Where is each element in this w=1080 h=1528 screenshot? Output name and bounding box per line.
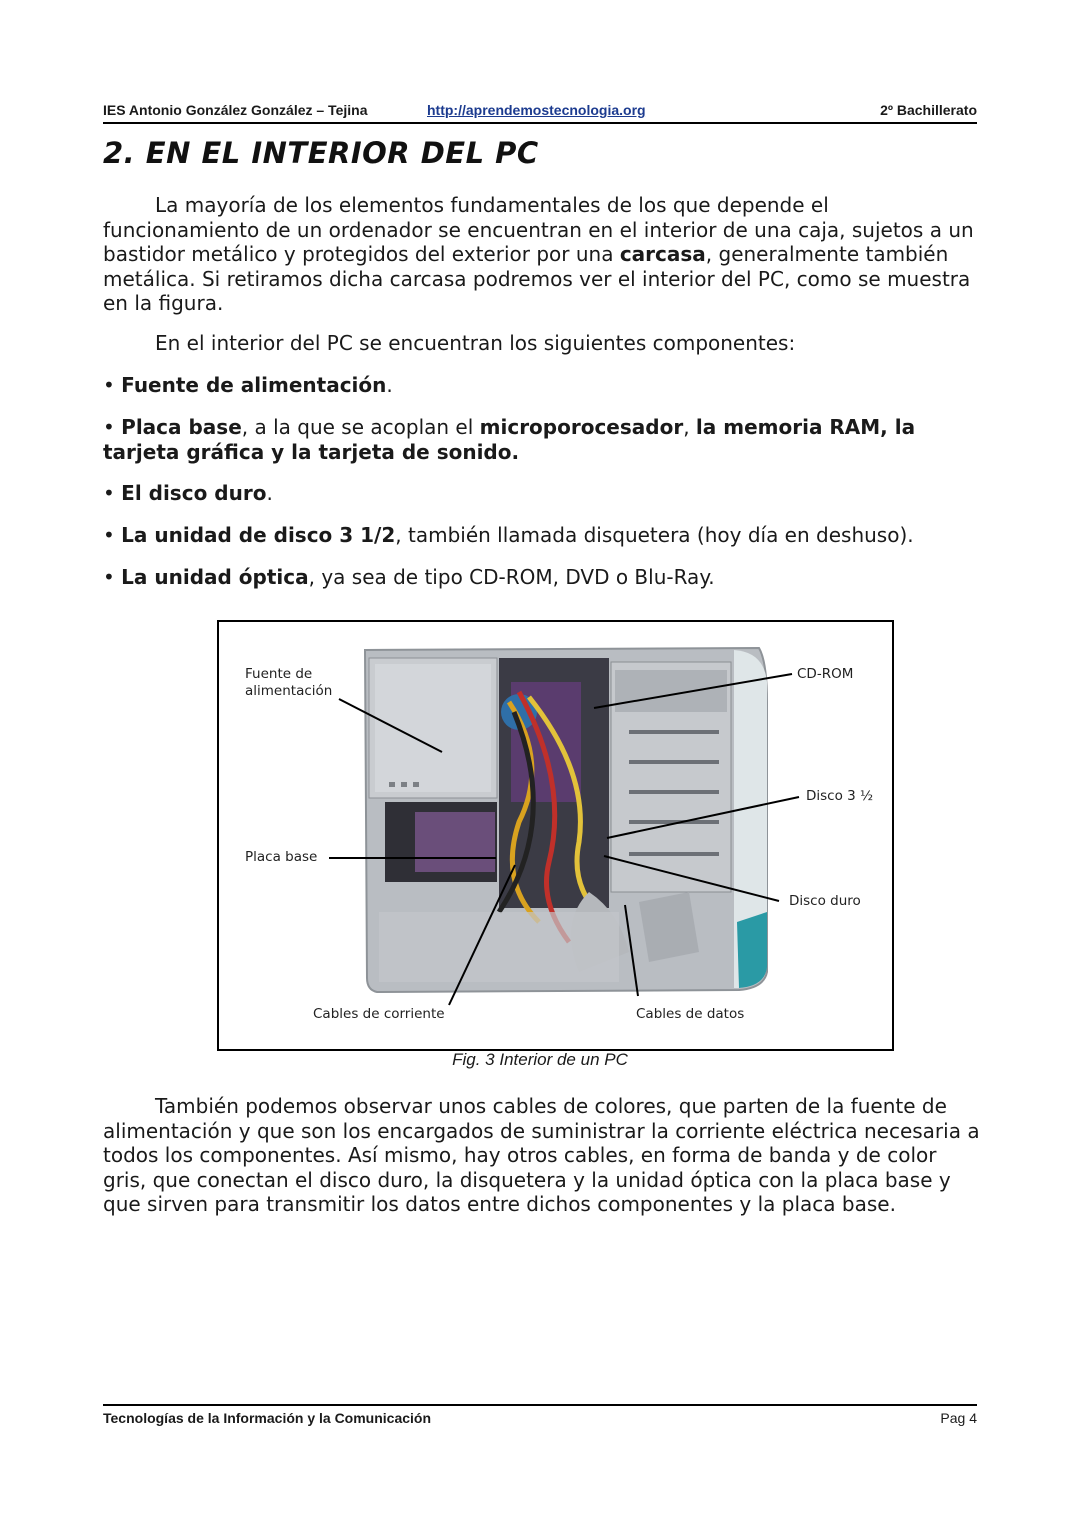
label-psu: Fuente de alimentación: [245, 666, 333, 699]
bullet-mb-bold2: microporocesador: [479, 415, 684, 439]
header-school: IES Antonio González González – Tejina: [103, 102, 368, 118]
bullet-hdd-rest: .: [266, 481, 273, 505]
pc-interior-figure: [217, 620, 894, 1051]
bullet-hdd: • El disco duro.: [103, 481, 273, 505]
bullet-hdd-bold: El disco duro: [121, 481, 267, 505]
page-header: [103, 102, 977, 124]
bullet-mb-bold3: la memoria RAM, la tarjeta gráfica y la tarjeta de sonido.: [103, 415, 916, 464]
page-footer: [103, 1404, 977, 1426]
label-power-cables: Cables de corriente: [313, 1006, 445, 1022]
figure-caption: Fig. 3 Interior de un PC: [452, 1050, 628, 1069]
bullet-mb-mid2: ,: [683, 415, 696, 439]
bullet-mb-bold1: Placa base: [121, 415, 242, 439]
closing-paragraph: También podemos observar unos cables de colores, que parten de la fuente de alimentación y que son los encargados de suministrar la corriente eléctrica necesaria a todos los componentes. Así mismo, hay otros cables, en forma de banda y de color gris, que conectan el disco duro, la disquetera y la unidad óptica con la placa base y que sirven para transmitir los datos entre dichos componentes y la placa base.: [103, 1094, 980, 1216]
label-cdrom: CD-ROM: [797, 666, 854, 682]
bullet-floppy-rest: , también llamada disquetera (hoy día en deshuso).: [395, 523, 914, 547]
intro-text-2: , generalmente también metálica. Si retiramos dicha carcasa podremos ver el interior del PC, como se muestra en la figura.: [103, 242, 971, 315]
footer-subject: Tecnologías de la Información y la Comunicación: [103, 1410, 432, 1426]
bullet-psu-rest: .: [386, 373, 393, 397]
section-title: 2. EN EL INTERIOR DEL PC: [103, 136, 539, 170]
header-url-link[interactable]: http://aprendemostecnologia.org: [427, 102, 646, 118]
bullet-optical: • La unidad óptica, ya sea de tipo CD-ROM, DVD o Blu-Ray.: [103, 565, 715, 589]
components-intro: En el interior del PC se encuentran los siguientes componentes:: [155, 331, 796, 355]
label-floppy: Disco 3 ½: [806, 788, 874, 804]
bullet-psu-bold: Fuente de alimentación: [121, 373, 387, 397]
header-level: 2º Bachillerato: [880, 102, 977, 118]
label-hdd: Disco duro: [789, 893, 861, 909]
bullet-psu: • Fuente de alimentación.: [103, 373, 393, 397]
bullet-motherboard: • Placa base, a la que se acoplan el microporocesador, la memoria RAM, la tarjeta gráfica y la tarjeta de sonido.: [103, 415, 916, 464]
intro-paragraph: [103, 193, 981, 316]
label-data-cables: Cables de datos: [636, 1006, 745, 1022]
bullet-floppy-bold: La unidad de disco 3 1/2: [121, 523, 396, 547]
footer-page-number: Pag 4: [940, 1410, 977, 1426]
label-motherboard: Placa base: [245, 849, 318, 865]
intro-text-1: La mayoría de los elementos fundamentales de los que depende el funcionamiento de un ordenador se encuentran en el interior de una caja, sujetos a un bastidor metálico y protegidos del exterior por una: [103, 193, 974, 266]
bullet-optical-rest: , ya sea de tipo CD-ROM, DVD o Blu-Ray.: [308, 565, 715, 589]
intro-bold-carcasa: carcasa: [619, 242, 706, 266]
bullet-floppy: • La unidad de disco 3 1/2, también llamada disquetera (hoy día en deshuso).: [103, 523, 914, 547]
bullet-optical-bold: La unidad óptica: [121, 565, 309, 589]
bullet-mb-mid: , a la que se acoplan el: [241, 415, 480, 439]
